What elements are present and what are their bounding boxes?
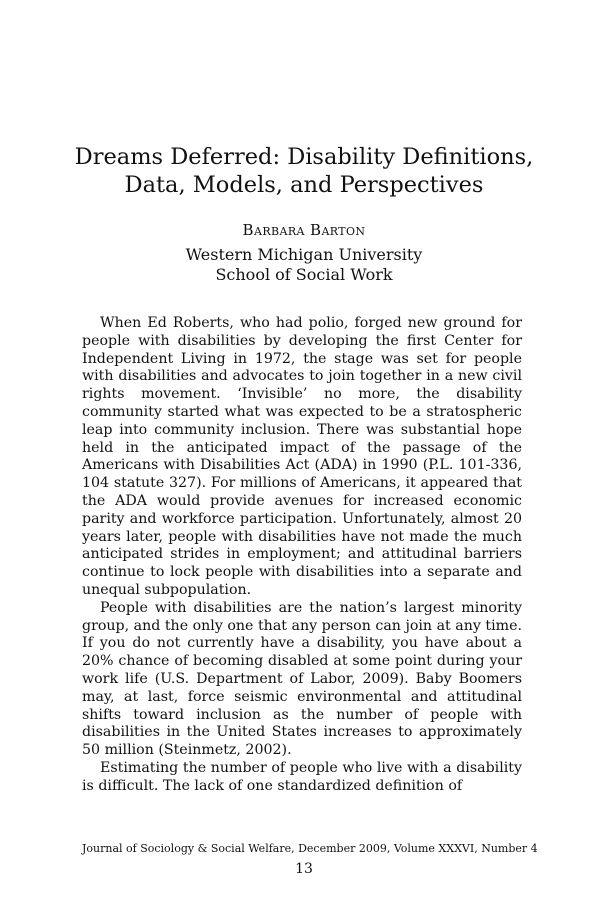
article-body [82,315,522,796]
body-paragraph: Estimating the number of people who live with a disability is difficult. The lack of one standardized definition of [82,759,522,794]
title-line-1: Dreams Deferred: Disability Definitions, [74,144,534,170]
body-paragraph: People with disabilities are the nation’s largest minority group, and the only one that any person can join at any time. If you do not currently have a disability, you have about a 20% chance of becoming disabled at some point during your work life (U.S. Department of Labor, 2009). Baby Boomers may, at last, force seismic environmental and attitudinal shifts toward inclusion as the number of people with disabilities in the United States increases to approximately 50 million (Steinmetz, 2002). [82,599,522,759]
affiliation-school: School of Social Work [215,265,393,284]
author-name: Barbara Barton [242,221,366,239]
affiliation-university: Western Michigan University [185,245,423,264]
body-paragraph: When Ed Roberts, who had polio, forged new ground for people with disabilities by developing the first Center for Independent Living in 1972, the stage was set for people with disabilities and advocates to join together in a new civil rights movement. ‘Invisible’ no more, the disability community started what was expected to be a stratospheric leap into community inclusion. There was substantial hope held in the anticipated impact of the passage of the Americans with Disabilities Act (ADA) in 1990 (P.L. 101-336, 104 statute 327). For millions of Americans, it appeared that the ADA would provide avenues for increased economic parity and workforce participation. Unfortunately, almost 20 years later, people with disabilities have not made the much anticipated strides in employment; and attitudinal barriers continue to lock people with disabilities into a separate and unequal subpopulation. [82,315,522,598]
article-title [0,143,608,199]
page-number: 13 [295,861,313,877]
title-line-2: Data, Models, and Perspectives [124,172,484,198]
author-affiliation [0,245,608,285]
journal-citation-footer: Journal of Sociology & Social Welfare, December 2009, Volume XXXVI, Number 4 [82,842,538,855]
